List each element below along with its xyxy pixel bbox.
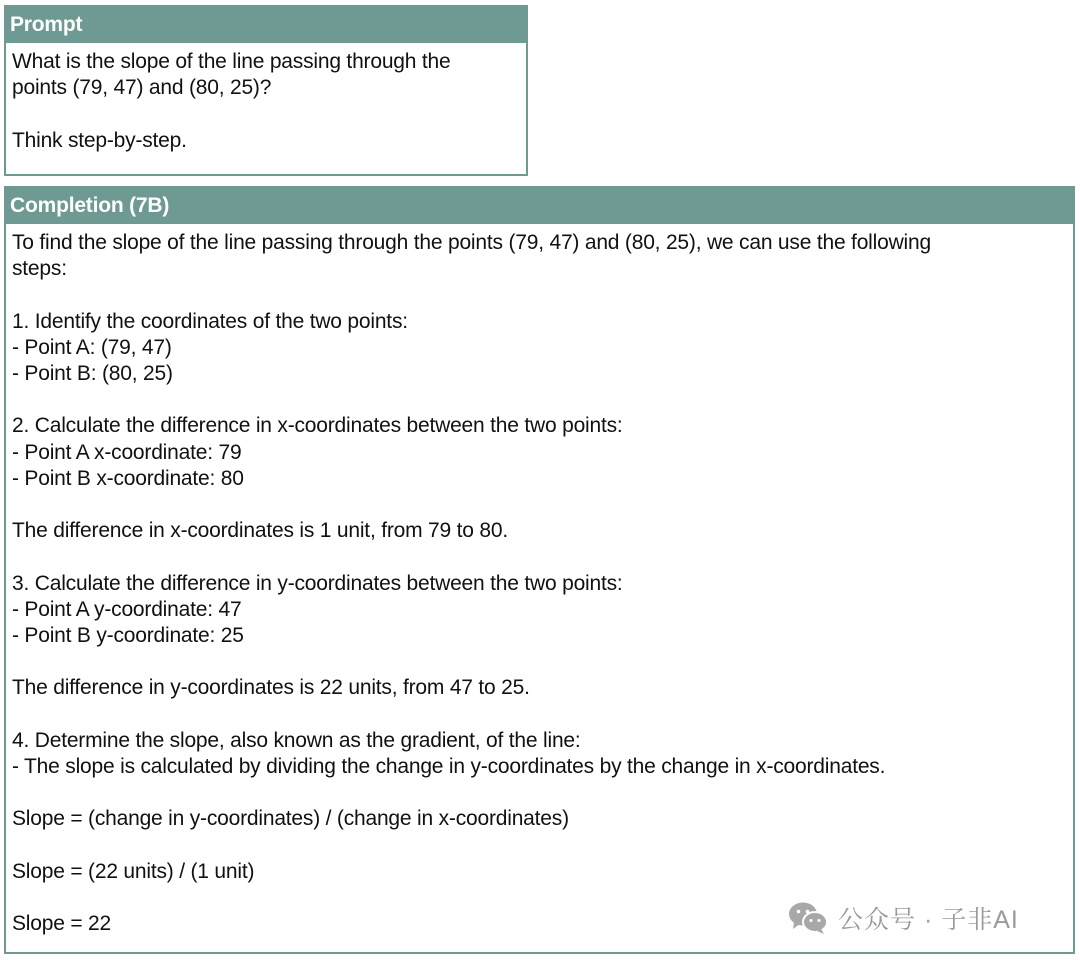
completion-title: Completion (7B)	[6, 188, 1073, 224]
completion-line: - Point A y-coordinate: 47	[12, 597, 242, 621]
prompt-line	[12, 101, 520, 127]
completion-line: 2. Calculate the difference in x-coordinates between the two points:	[12, 414, 623, 438]
completion-line	[12, 282, 1067, 308]
completion-line: Slope = 22	[12, 912, 112, 936]
completion-line: Slope = (22 units) / (1 unit)	[12, 859, 255, 883]
wechat-icon	[788, 901, 828, 935]
watermark-text: 公众号 · 子非AI	[838, 906, 1019, 934]
completion-line: The difference in x-coordinates is 1 unit, from 79 to 80.	[12, 519, 508, 543]
completion-line	[12, 544, 1067, 570]
prompt-line: What is the slope of the line passing through the	[12, 50, 451, 73]
prompt-body	[6, 43, 526, 154]
completion-line	[12, 833, 1067, 859]
prompt-panel	[4, 5, 528, 176]
prompt-line: Think step-by-step.	[12, 128, 187, 152]
completion-line: The difference in y-coordinates is 22 units, from 47 to 25.	[12, 676, 530, 700]
completion-line: 3. Calculate the difference in y-coordinates between the two points:	[12, 571, 623, 595]
completion-line: - The slope is calculated by dividing the change in y-coordinates by the change in x-coordinates.	[12, 754, 886, 778]
completion-line	[12, 492, 1067, 518]
completion-line: - Point B x-coordinate: 80	[12, 466, 244, 490]
completion-line: Slope = (change in y-coordinates) / (change in x-coordinates)	[12, 807, 569, 831]
completion-line	[12, 780, 1067, 806]
prompt-line: points (79, 47) and (80, 25)?	[12, 76, 272, 100]
completion-line: - Point B y-coordinate: 25	[12, 623, 244, 647]
completion-line	[12, 702, 1067, 728]
completion-line: To find the slope of the line passing through the points (79, 47) and (80, 25), we can use the following	[12, 231, 931, 254]
completion-line: 4. Determine the slope, also known as the gradient, of the line:	[12, 728, 581, 752]
completion-line: 1. Identify the coordinates of the two points:	[12, 309, 408, 333]
completion-line	[12, 387, 1067, 413]
completion-body	[6, 224, 1073, 937]
completion-line: - Point B: (80, 25)	[12, 362, 173, 385]
prompt-title: Prompt	[6, 7, 526, 43]
completion-line: - Point A x-coordinate: 79	[12, 440, 242, 464]
completion-line: - Point A: (79, 47)	[12, 335, 172, 359]
watermark	[788, 900, 1019, 936]
completion-panel	[4, 186, 1075, 954]
completion-line	[12, 649, 1067, 675]
completion-line: steps:	[12, 257, 67, 281]
